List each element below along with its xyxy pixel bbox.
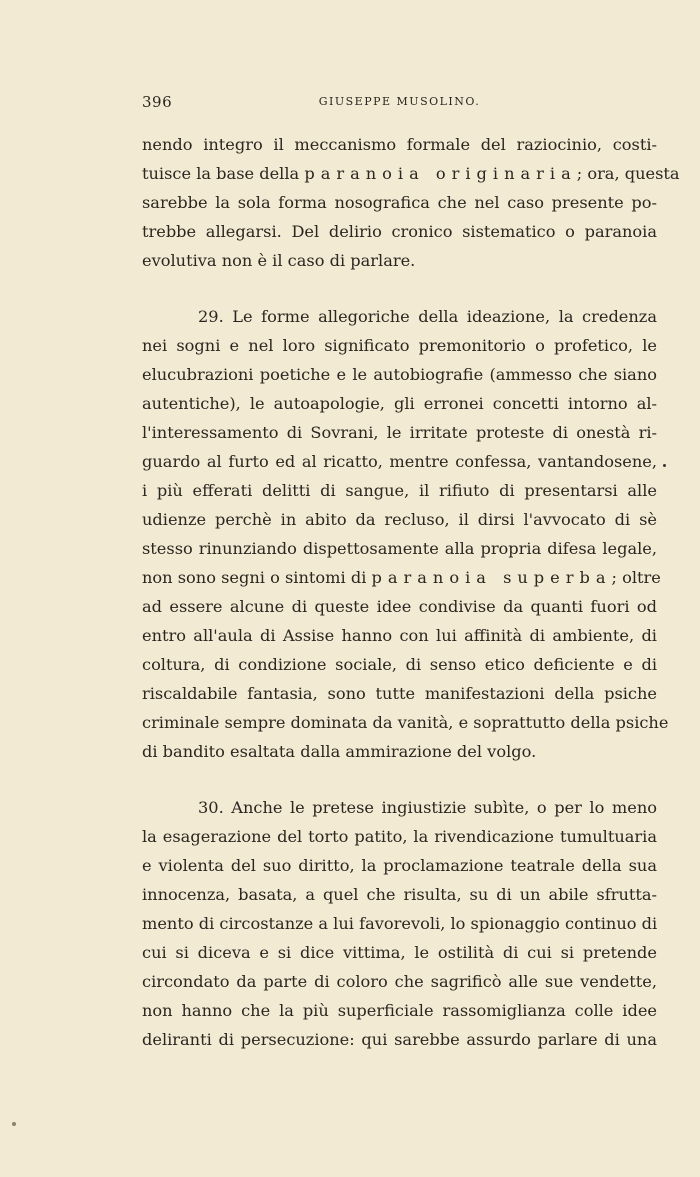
text-line: deliranti di persecuzione: qui sarebbe assurdo parlare di una (142, 1030, 657, 1049)
text-line: mento di circostanze a lui favorevoli, lo spionaggio continuo di (142, 914, 658, 933)
emphasized-term: paranoia superba (371, 568, 612, 587)
text-line: trebbe allegarsi. Del delirio cronico sistematico o paranoia (142, 222, 657, 241)
text-line: tuisce la base della paranoia originaria; ora, questa (142, 164, 680, 183)
text-line: nei sogni e nel loro significato premonitorio o profetico, le (142, 336, 657, 355)
paragraph-30 (142, 793, 657, 1054)
text-line: di bandito esaltata dalla ammirazione del volgo. (142, 742, 537, 761)
text-line: 29. Le forme allegoriche della ideazione, la credenza (198, 307, 657, 326)
text-line: coltura, di condizione sociale, di senso etico deficiente e di (142, 655, 657, 674)
text-line: guardo al furto ed al ricatto, mentre confessa, vantandosene, (142, 452, 657, 471)
text-line: e violenta del suo diritto, la proclamazione teatrale della sua (142, 856, 657, 875)
text-line: riscaldabile fantasia, sono tutte manifestazioni della psiche (142, 684, 657, 703)
text-line: l'interessamento di Sovrani, le irritate proteste di onestà ri- (142, 423, 657, 442)
emphasized-term: paranoia originaria (304, 164, 577, 183)
text-line: circondato da parte di coloro che sagrificò alle sue vendette, (142, 972, 657, 991)
text-line: sarebbe la sola forma nosografica che nel caso presente po- (142, 193, 657, 212)
text-line: non sono segni o sintomi di paranoia superba; oltre (142, 568, 661, 587)
paragraph-1 (142, 130, 680, 275)
text-line: stesso rinunziando dispettosamente alla propria difesa legale, (142, 539, 657, 558)
text-line: i più efferati delitti di sangue, il rifiuto di presentarsi alle (142, 481, 657, 500)
text-line: non hanno che la più superficiale rassomiglianza colle idee (142, 1001, 657, 1020)
body-text (142, 130, 680, 1054)
text-line: innocenza, basata, a quel che risulta, su di un abile sfrutta- (142, 885, 657, 904)
text-line: autentiche), le autoapologie, gli erronei concetti intorno al- (142, 394, 657, 413)
text-line: elucubrazioni poetiche e le autobiografie (ammesso che siano (142, 365, 657, 384)
text-line: evolutiva non è il caso di parlare. (142, 251, 416, 270)
text-line: la esagerazione del torto patito, la rivendicazione tumultuaria (142, 827, 657, 846)
text-line: cui si diceva e si dice vittima, le ostilità di cui si pretende (142, 943, 657, 962)
page-header (142, 93, 657, 117)
running-title: GIUSEPPE MUSOLINO. (318, 95, 481, 108)
text-line: criminale sempre dominata da vanità, e soprattutto della psiche (142, 713, 669, 732)
page-number: 396 (142, 93, 173, 111)
text-line: entro all'aula di Assise hanno con lui affinità di ambiente, di (142, 626, 657, 645)
ink-speck (663, 464, 666, 467)
margin-speck (12, 1122, 16, 1126)
text-line: ad essere alcune di queste idee condivise da quanti fuori od (142, 597, 657, 616)
text-line: nendo integro il meccanismo formale del raziocinio, costi- (142, 135, 657, 154)
text-line: udienze perchè in abito da recluso, il dirsi l'avvocato di sè (142, 510, 657, 529)
text-line: 30. Anche le pretese ingiustizie subìte, o per lo meno (198, 798, 657, 817)
paragraph-29 (142, 302, 669, 766)
